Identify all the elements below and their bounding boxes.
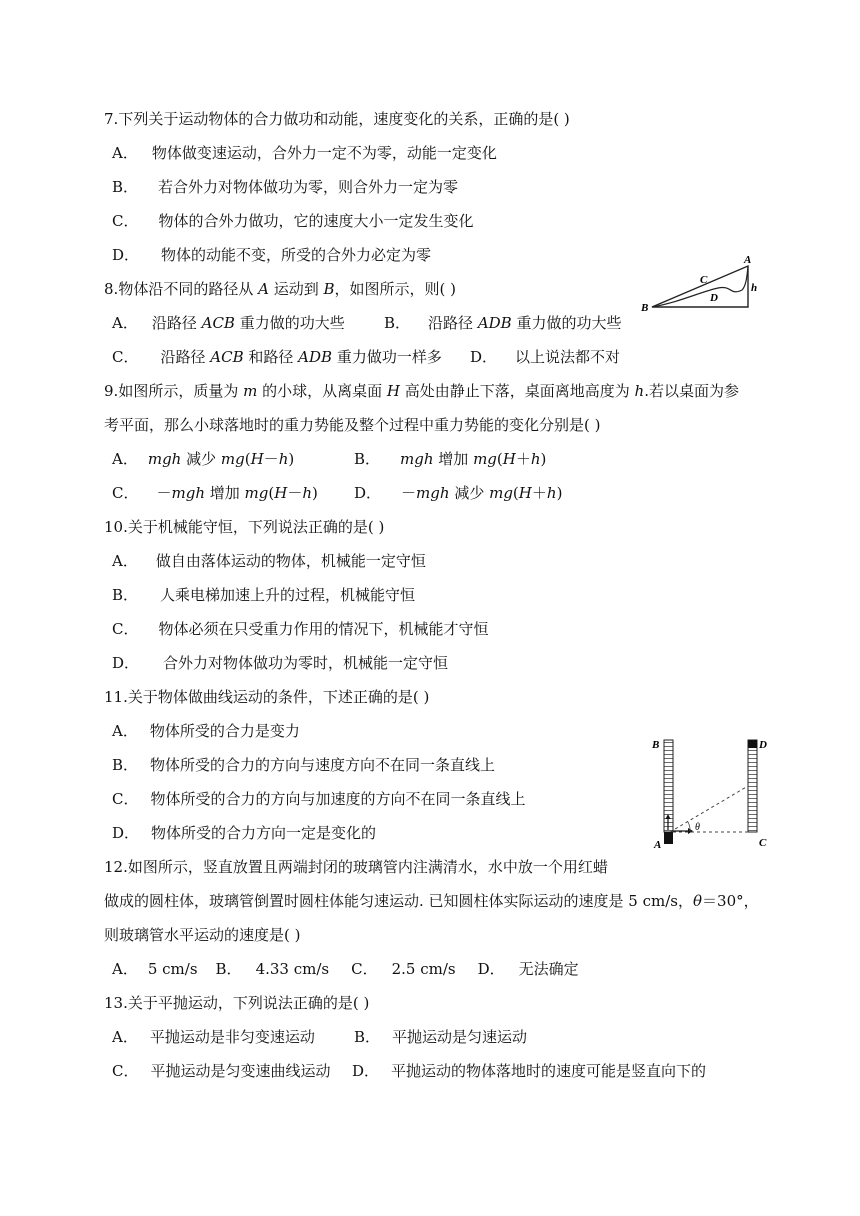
question-7-option-a: A． 物体做变速运动，合外力一定不为零，动能一定变化 xyxy=(112,144,497,162)
question-9-option-b: B． mgh 增加 mg(H＋h) xyxy=(354,450,547,468)
question-8-option-d: D． 以上说法都不对 xyxy=(470,348,621,366)
question-11-option-c: C． 物体所受的合力的方向与加速度的方向不在同一条直线上 xyxy=(112,790,526,808)
question-12-option-c: C． 2.5 cm/s xyxy=(351,960,456,978)
question-13-option-d: D． 平抛运动的物体落地时的速度可能是竖直向下的 xyxy=(352,1062,707,1080)
question-8-stem: 8.物体沿不同的路径从 A 运动到 B，如图所示，则( ) xyxy=(104,280,456,298)
question-9-option-a: A． mgh 减少 mg(H－h) xyxy=(112,450,295,468)
question-13-stem: 13.关于平抛运动，下列说法正确的是( ) xyxy=(104,994,370,1012)
question-8-option-a: A． 沿路径 ACB 重力做的功大些 xyxy=(112,314,345,332)
label-c: C xyxy=(759,837,767,849)
question-7-stem: 7.下列关于运动物体的合力做功和动能，速度变化的关系，正确的是( ) xyxy=(104,110,570,128)
question-12-option-d: D． 无法确定 xyxy=(477,960,579,978)
label-a: A xyxy=(654,839,662,851)
question-8-option-c: C． 沿路径 ACB 和路径 ADB 重力做功一样多 xyxy=(112,348,442,366)
label-b: B xyxy=(652,739,660,751)
dashed-diagonal xyxy=(670,786,748,832)
question-7-option-c: C． 物体的合外力做功，它的速度大小一定发生变化 xyxy=(112,212,474,230)
tube-right-top-block xyxy=(748,740,757,748)
question-10-option-c: C． 物体必须在只受重力作用的情况下，机械能才守恒 xyxy=(112,620,489,638)
question-12-figure xyxy=(646,734,776,852)
question-12-stem-line3: 则玻璃管水平运动的速度是( ) xyxy=(104,926,301,944)
question-9-stem-line1: 9.如图所示，质量为 m 的小球，从离桌面 H 高处由静止下落，桌面离地高度为 h.若以桌面为参 xyxy=(104,382,739,400)
incline-triangle xyxy=(652,266,748,307)
question-9-option-d: D． －mgh 减少 mg(H＋h) xyxy=(354,484,563,502)
label-h: h xyxy=(751,282,758,294)
question-11-option-d: D． 物体所受的合力方向一定是变化的 xyxy=(112,824,377,842)
question-10-option-d: D． 合外力对物体做功为零时，机械能一定守恒 xyxy=(112,654,449,672)
label-c: C xyxy=(700,274,708,286)
question-11-option-b: B． 物体所受的合力的方向与速度方向不在同一条直线上 xyxy=(112,756,496,774)
question-11-stem: 11.关于物体做曲线运动的条件，下述正确的是( ) xyxy=(104,688,430,706)
question-7-option-b: B． 若合外力对物体做功为零，则合外力一定为零 xyxy=(112,178,459,196)
question-8-option-b: B． 沿路径 ADB 重力做的功大些 xyxy=(384,314,622,332)
question-10-stem: 10.关于机械能守恒，下列说法正确的是( ) xyxy=(104,518,385,536)
tube-right xyxy=(748,740,757,832)
question-10-option-b: B． 人乘电梯加速上升的过程，机械能守恒 xyxy=(112,586,416,604)
label-d: D xyxy=(710,292,718,304)
tube-left-bottom-block xyxy=(664,832,673,844)
question-13-option-b: B． 平抛运动是匀速运动 xyxy=(354,1028,528,1046)
label-d: D xyxy=(759,739,767,751)
arrowhead-horizontal xyxy=(688,828,693,834)
question-9-option-c: C． －mgh 增加 mg(H－h) xyxy=(112,484,318,502)
label-theta: θ xyxy=(695,822,700,833)
question-13-option-a: A． 平抛运动是非匀变速运动 xyxy=(112,1028,315,1046)
question-12-stem-line1: 12.如图所示，竖直放置且两端封闭的玻璃管内注满清水，水中放一个用红蜡 xyxy=(104,858,608,876)
question-11-option-a: A． 物体所受的合力是变力 xyxy=(112,722,300,740)
label-b: B xyxy=(641,302,649,314)
question-12-option-b: B． 4.33 cm/s xyxy=(215,960,330,978)
question-12-stem-line2: 做成的圆柱体，玻璃管倒置时圆柱体能匀速运动. 已知圆柱体实际运动的速度是 5 cm/s，θ＝30°， xyxy=(104,892,759,910)
question-12-option-a: A． 5 cm/s xyxy=(112,960,198,978)
question-8-figure xyxy=(640,252,762,314)
question-10-option-a: A． 做自由落体运动的物体，机械能一定守恒 xyxy=(112,552,426,570)
question-9-stem-line2: 考平面，那么小球落地时的重力势能及整个过程中重力势能的变化分别是( ) xyxy=(104,416,601,434)
question-12-options xyxy=(112,958,579,980)
question-13-option-c: C． 平抛运动是匀变速曲线运动 xyxy=(112,1062,331,1080)
question-7-option-d: D． 物体的动能不变，所受的合外力必定为零 xyxy=(112,246,432,264)
label-a: A xyxy=(744,254,752,266)
